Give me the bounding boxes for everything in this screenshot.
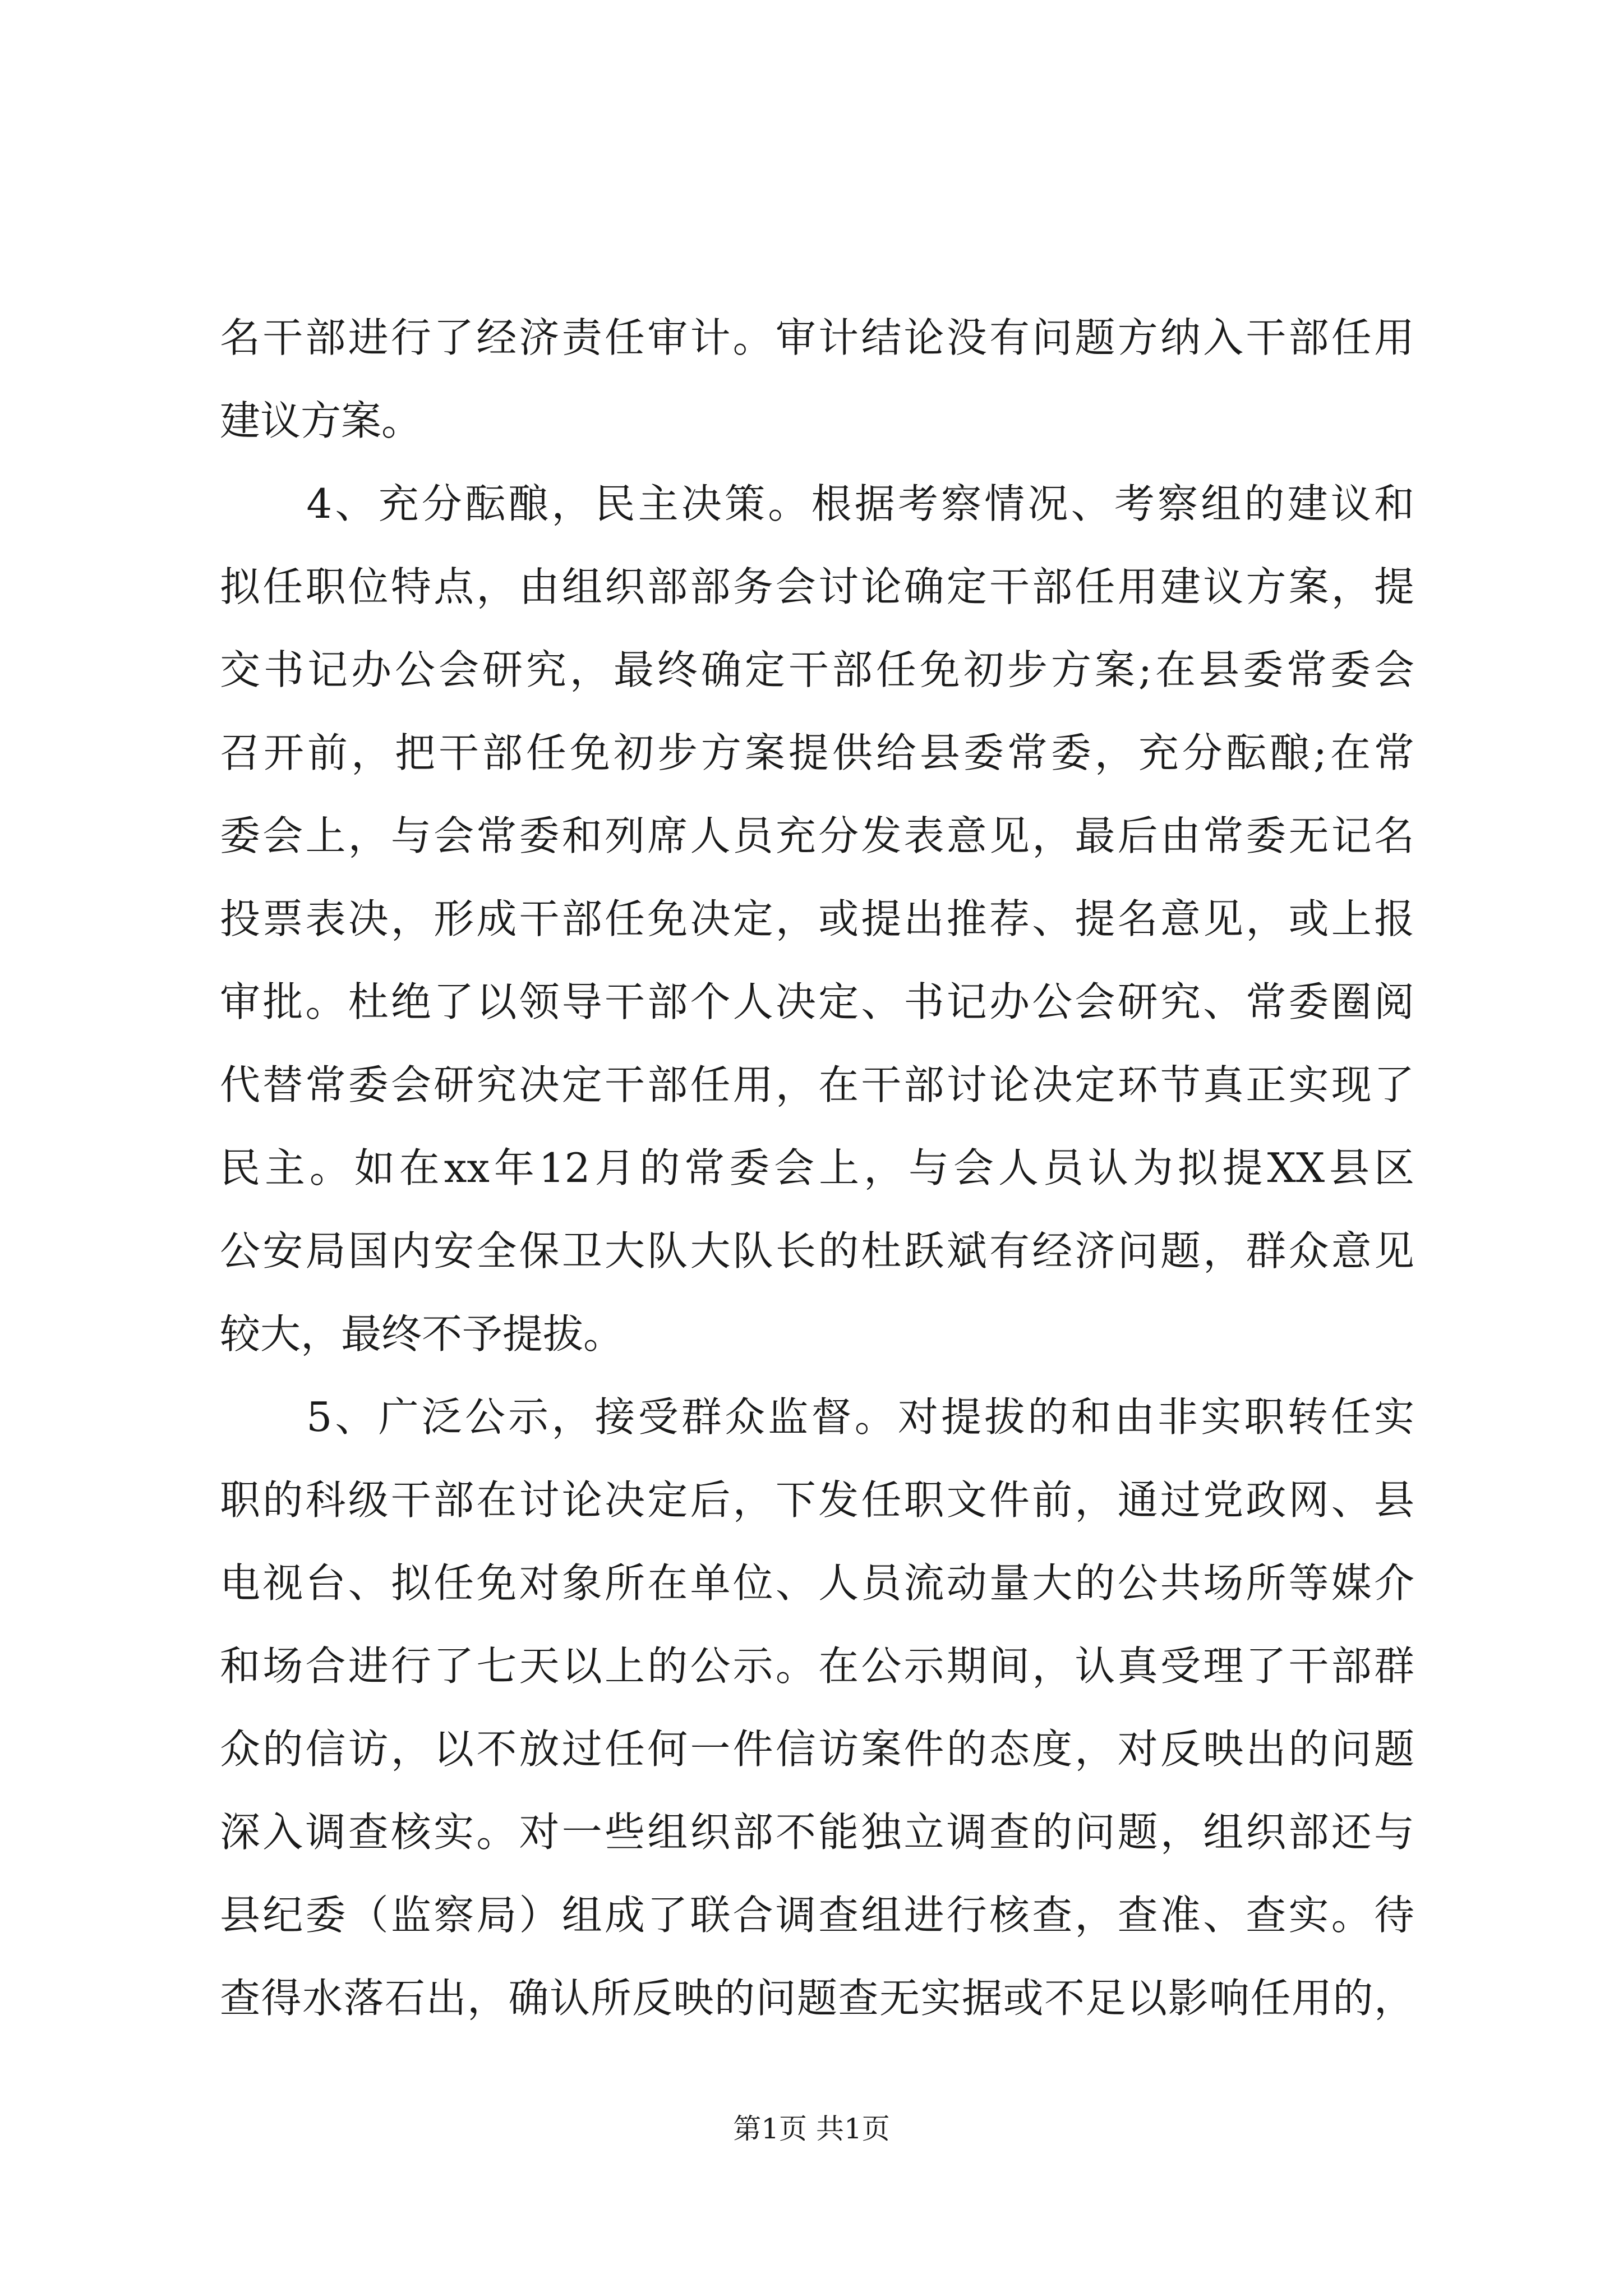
text-line: 召开前，把干部任免初步方案提供给县委常委，充分酝酿;在常: [220, 729, 1414, 776]
text-line: 职的科级干部在讨论决定后，下发任职文件前，通过党政网、县: [220, 1476, 1414, 1524]
text-line: 县纪委（监察局）组成了联合调查组进行核查，查准、查实。待: [220, 1892, 1414, 1939]
text-line: 委会上，与会常委和列席人员充分发表意见，最后由常委无记名: [220, 812, 1414, 859]
text-line: 拟任职位特点，由组织部部务会讨论确定干部任用建议方案，提: [220, 563, 1414, 610]
text-line: 民主。如在xx年12月的常委会上，与会人员认为拟提XX县区: [220, 1144, 1414, 1191]
text-line: 审批。杜绝了以领导干部个人决定、书记办公会研究、常委圈阅: [220, 978, 1414, 1025]
text-line: 众的信访，以不放过任何一件信访案件的态度，对反映出的问题: [220, 1726, 1414, 1773]
paragraph-4-start: 4、充分酝酿，民主决策。根据考察情况、考察组的建议和: [220, 480, 1414, 527]
text-line: 深入调查核实。对一些组织部不能独立调查的问题，组织部还与: [220, 1809, 1414, 1856]
document-body: [220, 296, 1414, 2040]
text-line: 名干部进行了经济责任审计。审计结论没有问题方纳入干部任用: [220, 314, 1414, 361]
text-line: 交书记办公会研究，最终确定干部任免初步方案;在县委常委会: [220, 646, 1414, 693]
text-line: 公安局国内安全保卫大队大队长的杜跃斌有经济问题，群众意见: [220, 1227, 1414, 1274]
text-line: 和场合进行了七天以上的公示。在公示期间，认真受理了干部群: [220, 1642, 1414, 1690]
text-line: 代替常委会研究决定干部任用，在干部讨论决定环节真正实现了: [220, 1061, 1414, 1108]
paragraph-5-start: 5、广泛公示，接受群众监督。对提拔的和由非实职转任实: [220, 1393, 1414, 1441]
text-line: 查得水落石出，确认所反映的问题查无实据或不足以影响任用的，: [220, 1975, 1414, 2022]
text-line: 投票表决，形成干部任免决定，或提出推荐、提名意见，或上报: [220, 895, 1414, 942]
text-line: 电视台、拟任免对象所在单位、人员流动量大的公共场所等媒介: [220, 1559, 1414, 1607]
page-footer: 第1页 共1页: [733, 2113, 890, 2145]
text-line: 建议方案。: [220, 397, 422, 444]
text-line: 较大，最终不予提拔。: [220, 1310, 624, 1358]
